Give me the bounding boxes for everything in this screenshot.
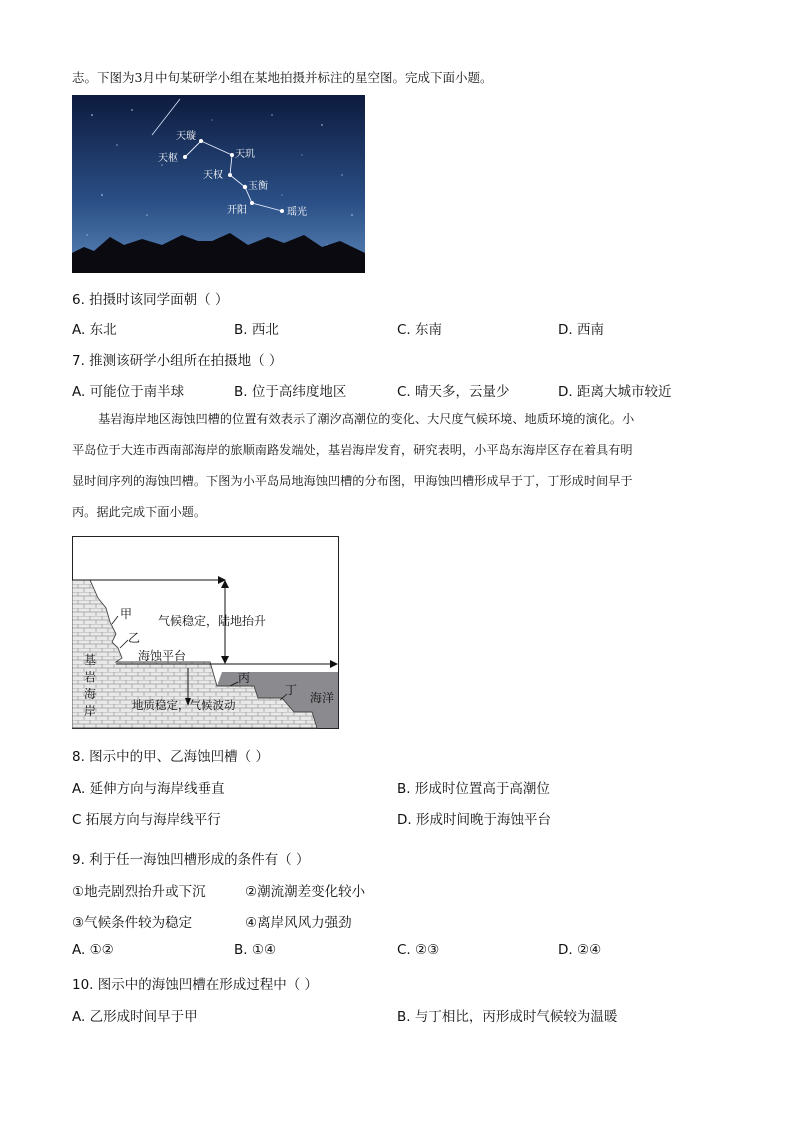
star-map-figure <box>72 95 365 273</box>
coast-diagram <box>72 536 339 729</box>
coast-diagram-svg <box>72 536 339 729</box>
q7-option-d: D. 距离大城市较近 <box>558 384 672 400</box>
label-rock: 海 <box>84 687 97 701</box>
q9-condition-2: ②潮流潮差变化较小 <box>245 884 366 900</box>
star-label: 天玑 <box>235 149 255 160</box>
label-platform: 海蚀平台 <box>138 649 187 663</box>
q6-option-a: A. 东北 <box>72 322 117 338</box>
q6-stem: 6. 拍摄时该同学面朝（ ） <box>72 292 229 308</box>
label-rock: 岸 <box>84 704 97 718</box>
star-map-svg <box>72 95 365 273</box>
q10-stem: 10. 图示中的海蚀凹槽在形成过程中（ ） <box>72 977 319 993</box>
q8-option-d: D. 形成时间晚于海蚀平台 <box>397 812 551 828</box>
q9-condition-4: ④离岸风风力强劲 <box>245 915 352 931</box>
star-label: 开阳 <box>227 205 247 216</box>
q9-option-c: C. ②③ <box>397 942 440 958</box>
label-rock: 基 <box>84 653 97 667</box>
q8-stem: 8. 图示中的甲、乙海蚀凹槽（ ） <box>72 749 269 765</box>
intro-text: 志。下图为3月中旬某研学小组在某地拍摄并标注的星空图。完成下面小题。 <box>72 70 493 85</box>
q8-option-c: C 拓展方向与海岸线平行 <box>72 812 221 828</box>
q9-option-d: D. ②④ <box>558 942 602 958</box>
q7-option-a: A. 可能位于南半球 <box>72 384 185 400</box>
q9-condition-1: ①地壳剧烈抬升或下沉 <box>72 884 206 900</box>
star-label: 天权 <box>203 170 223 181</box>
passage-line: 显时间序列的海蚀凹槽。下图为小平岛局地海蚀凹槽的分布图，甲海蚀凹槽形成早于丁，丁形成时间早于 <box>72 474 633 488</box>
label-ding: 丁 <box>285 683 298 697</box>
q10-option-a: A. 乙形成时间早于甲 <box>72 1009 198 1025</box>
q9-option-a: A. ①② <box>72 942 114 958</box>
q6-option-b: B. 西北 <box>234 322 279 338</box>
passage-line: 丙。据此完成下面小题。 <box>72 505 207 519</box>
label-sea: 海洋 <box>310 691 335 705</box>
passage-line: 基岩海岸地区海蚀凹槽的位置有效表示了潮汐高潮位的变化、大尺度气候环境、地质环境的演化。小 <box>98 412 635 426</box>
q9-option-b: B. ①④ <box>234 942 277 958</box>
label-upper: 气候稳定，陆地抬升 <box>158 614 267 628</box>
q8-option-b: B. 形成时位置高于高潮位 <box>397 781 550 797</box>
label-jia: 甲 <box>120 607 133 621</box>
star-label: 瑶光 <box>287 207 307 218</box>
q9-stem: 9. 利于任一海蚀凹槽形成的条件有（ ） <box>72 852 310 868</box>
q10-option-b: B. 与丁相比，丙形成时气候较为温暖 <box>397 1009 618 1025</box>
label-yi: 乙 <box>128 631 141 645</box>
q7-option-b: B. 位于高纬度地区 <box>234 384 347 400</box>
q6-option-d: D. 西南 <box>558 322 604 338</box>
label-bing: 丙 <box>238 671 251 685</box>
q9-condition-3: ③气候条件较为稳定 <box>72 915 193 931</box>
star-label: 天枢 <box>158 153 178 164</box>
q6-option-c: C. 东南 <box>397 322 443 338</box>
label-rock: 岩 <box>84 670 97 684</box>
label-lower: 地质稳定，气候波动 <box>132 698 236 712</box>
star-label: 天璇 <box>176 131 196 142</box>
q7-option-c: C. 晴天多，云量少 <box>397 384 510 400</box>
passage <box>72 404 722 528</box>
q8-option-a: A. 延伸方向与海岸线垂直 <box>72 781 225 797</box>
q7-stem: 7. 推测该研学小组所在拍摄地（ ） <box>72 353 283 369</box>
passage-line: 平岛位于大连市西南部海岸的旅顺南路发端处，基岩海岸发育，研究表明，小平岛东海岸区存在着具有明 <box>72 443 633 457</box>
star-label: 玉衡 <box>248 181 268 192</box>
